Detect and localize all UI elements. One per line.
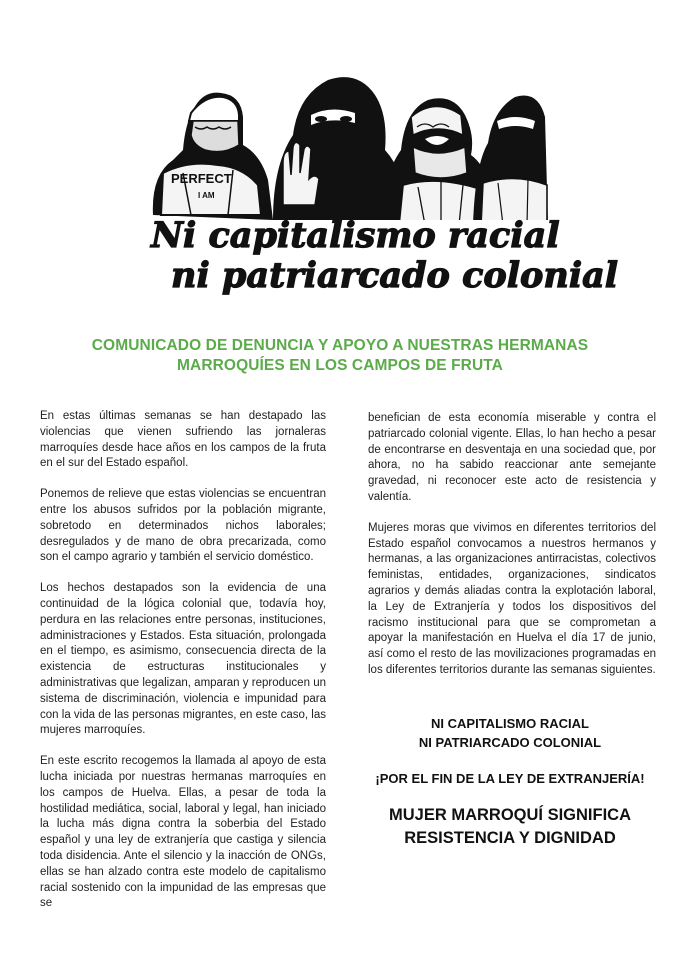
headline-line-2: MARROQUÍES EN LOS CAMPOS DE FRUTA: [177, 357, 503, 374]
slogan-3-line-2: RESISTENCIA Y DIGNIDAD: [404, 829, 616, 847]
headline: [60, 336, 620, 376]
paragraph: Ponemos de relieve que estas violencias se encuentran entre los abusos sufridos por la población migrante, sobretodo en determinados nichos laborales; desregulados y de mano de obra precarizada, como son el campo agrario y también el servicio doméstico.: [40, 488, 326, 564]
right-column: [368, 411, 656, 694]
closing-slogans: [362, 714, 658, 850]
slogan-1-line-2: NI PATRIARCADO COLONIAL: [418, 735, 602, 750]
paragraph: Mujeres moras que vivimos en diferentes territorios del Estado español convocamos a nuestros hermanos y hermanas, a las organizaciones antirracistas, colectivos feministas, entidades, organizaciones, sindicatos agrarios y demás aliadas contra la explotación laboral, la Ley de Extranjería y todos los dispositivos del racismo institucional para que se comprometan a apoyar la manifestación en Huelva el día 17 de junio, así como el resto de las movilizaciones programadas en los diferentes territorios durante las semanas siguientes.: [368, 521, 656, 676]
slogan-line-2: ni patriarcado colonial: [171, 255, 619, 296]
figure-4: [473, 96, 548, 225]
slogan-block-3: [362, 804, 658, 850]
protest-women-illustration: [143, 55, 619, 305]
slogan-3-line-1: MUJER MARROQUÍ SIGNIFICA: [388, 806, 631, 824]
slogan-block-1: [362, 714, 658, 752]
paragraph: benefician de esta economía miserable y contra el patriarcado colonial vigente. Ellas, lo han hecho a pesar de encontrarse en desventaja en una sociedad que, por ahora, no ha sabido reaccionar ante semejante gravedad, ni reconocer este acto de resistencia y valentía.: [368, 412, 656, 503]
paragraph: En estas últimas semanas se han destapado las violencias que vienen sufriendo las jornaleras marroquíes desde hace años en los campos de la fruta en el sur del Estado español.: [40, 410, 326, 470]
shirt-text-2: I AM: [198, 191, 215, 200]
slogan-line-1: Ni capitalismo racial: [151, 215, 560, 256]
poster-illustration: [143, 55, 619, 305]
slogan-1-line-1: NI CAPITALISMO RACIAL: [431, 716, 589, 731]
shirt-text: PERFECT: [171, 171, 232, 186]
slogan-block-2: ¡POR EL FIN DE LA LEY DE EXTRANJERÍA!: [375, 771, 645, 786]
paragraph: En este escrito recogemos la llamada al apoyo de esta lucha iniciada por nuestras hermanas marroquíes en los campos de Huelva. Ellas, a pesar de toda la hostilidad mediática, social, laboral y legal, han iniciado la lucha más digna contra la soberbia del Estado español y una ley de extranjería que castiga y silencia toda disidencia. Ante el silencio y la inacción de ONGs, ellas se han alzado contra este modelo de capitalismo racial sostenido con la impunidad de las empresas que se: [40, 755, 326, 910]
headline-line-1: COMUNICADO DE DENUNCIA Y APOYO A NUESTRAS HERMANAS: [91, 337, 589, 354]
figure-1: [153, 93, 273, 220]
paragraph: Los hechos destapados son la evidencia de una continuidad de la lógica colonial que, todavía hoy, perdura en las relaciones entre personas, instituciones, administraciones y Estados. Esta situación, prolongada en el tiempo, es asimismo, consecuencia directa de la existencia de estructuras institucionales y administrativas que legalizan, amparan y reproducen un sistema de discriminación, violencia e impunidad para con la vida de las personas migrantes, en este caso, las mujeres marroquíes.: [40, 582, 326, 737]
left-column: [40, 409, 326, 927]
